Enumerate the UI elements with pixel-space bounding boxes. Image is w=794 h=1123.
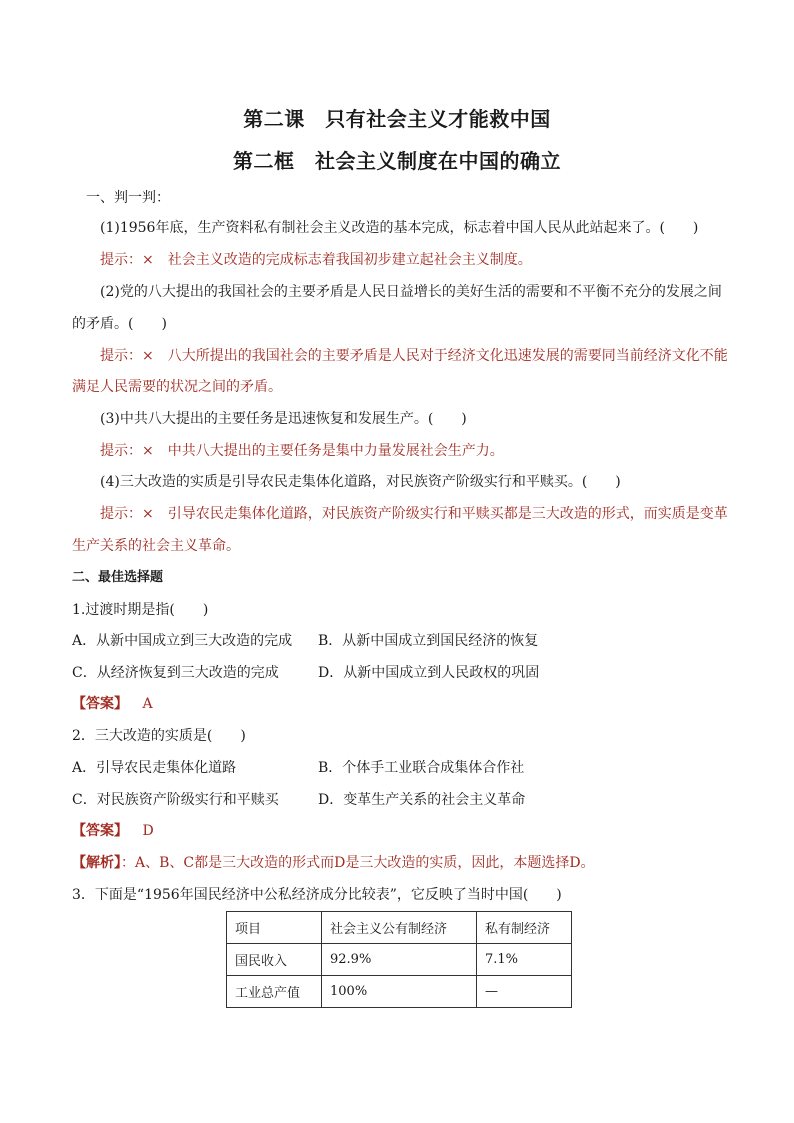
judge-q2-hint-line1: 提示：× 八大所提出的我国社会的主要矛盾是人民对于经济文化迅速发展的需要同当前经济文化不能: [100, 348, 728, 364]
judge-q2-hint-line2: 满足人民需要的状况之间的矛盾。: [72, 379, 282, 395]
choice-q1-row1: [72, 631, 722, 651]
choice-q2-option-b[interactable]: B．个体手工业联合成集体合作社: [318, 760, 525, 776]
choice-q1-option-c[interactable]: C．从经济恢复到三大改造的完成: [72, 665, 279, 681]
judge-q4-hint-line2: 生产关系的社会主义革命。: [72, 538, 240, 554]
choice-q1-option-b[interactable]: B．从新中国成立到国民经济的恢复: [318, 633, 539, 649]
lesson-title: 第二课 只有社会主义才能救中国: [243, 107, 551, 131]
table-cell: —: [477, 976, 572, 1008]
table-cell: 7.1%: [477, 944, 572, 976]
judge-q4: (4)三大改造的实质是引导农民走集体化道路，对民族资产阶级实行和平赎买。( ): [100, 474, 621, 490]
judge-q4-hint-line1: 提示：× 引导农民走集体化道路，对民族资产阶级实行和平赎买都是三大改造的形式，而实质是变革: [100, 506, 728, 522]
answer-value: D: [142, 823, 154, 839]
choice-q2-analysis: [72, 853, 722, 873]
choice-q1-row2: [72, 663, 722, 683]
judge-q3-hint: 提示：× 中共八大提出的主要任务是集中力量发展社会生产力。: [100, 443, 504, 459]
judge-q2-line2: 的矛盾。( ): [72, 316, 167, 332]
answer-label: 【答案】: [72, 823, 128, 839]
choice-q2-stem: 2．三大改造的实质是( ): [72, 728, 246, 744]
answer-value: A: [142, 696, 153, 712]
table-header-cell: 私有制经济: [477, 912, 572, 944]
choice-q1-stem: 1.过渡时期是指( ): [72, 602, 209, 618]
choice-q3-stem: 3．下面是“1956年国民经济中公私经济成分比较表”，它反映了当时中国( ): [72, 887, 562, 903]
table-row: [227, 944, 572, 976]
table-header-row: [227, 912, 572, 944]
section-title: 第二框 社会主义制度在中国的确立: [233, 149, 561, 173]
judge-heading: 一、判一判：: [86, 190, 170, 206]
table-header-cell: 项目: [227, 912, 322, 944]
choice-q1-answer: [72, 694, 722, 714]
judge-q2-line1: (2)党的八大提出的我国社会的主要矛盾是人民日益增长的美好生活的需要和不平衡不充分的发展之间: [100, 284, 722, 300]
choice-q1-option-a[interactable]: A．从新中国成立到三大改造的完成: [72, 633, 293, 649]
table-cell: 工业总产值: [227, 976, 322, 1008]
choice-q2-option-d[interactable]: D．变革生产关系的社会主义革命: [318, 792, 526, 808]
answer-label: 【答案】: [72, 696, 128, 712]
analysis-label: 【解析】: [72, 855, 121, 871]
economy-comparison-table: [226, 911, 572, 1008]
table-cell: 国民收入: [227, 944, 322, 976]
judge-q1: (1)1956年底，生产资料私有制社会主义改造的基本完成，标志着中国人民从此站起来了。( ): [100, 220, 699, 236]
choice-heading: 二、最佳选择题: [72, 570, 164, 585]
choice-q2-answer: [72, 821, 722, 841]
choice-q2-row2: [72, 790, 722, 810]
analysis-text: ：A、B、C都是三大改造的形式而D是三大改造的实质，因此，本题选择D。: [121, 855, 595, 871]
judge-q3: (3)中共八大提出的主要任务是迅速恢复和发展生产。( ): [100, 411, 467, 427]
table-cell: 92.9%: [322, 944, 477, 976]
judge-q1-hint: 提示：× 社会主义改造的完成标志着我国初步建立起社会主义制度。: [100, 252, 532, 268]
choice-q2-option-a[interactable]: A．引导农民走集体化道路: [72, 760, 237, 776]
table-row: [227, 976, 572, 1008]
table-header-cell: 社会主义公有制经济: [322, 912, 477, 944]
table-cell: 100%: [322, 976, 477, 1008]
choice-q1-option-d[interactable]: D．从新中国成立到人民政权的巩固: [318, 665, 540, 681]
choice-q2-option-c[interactable]: C．对民族资产阶级实行和平赎买: [72, 792, 279, 808]
choice-q2-row1: [72, 758, 722, 778]
